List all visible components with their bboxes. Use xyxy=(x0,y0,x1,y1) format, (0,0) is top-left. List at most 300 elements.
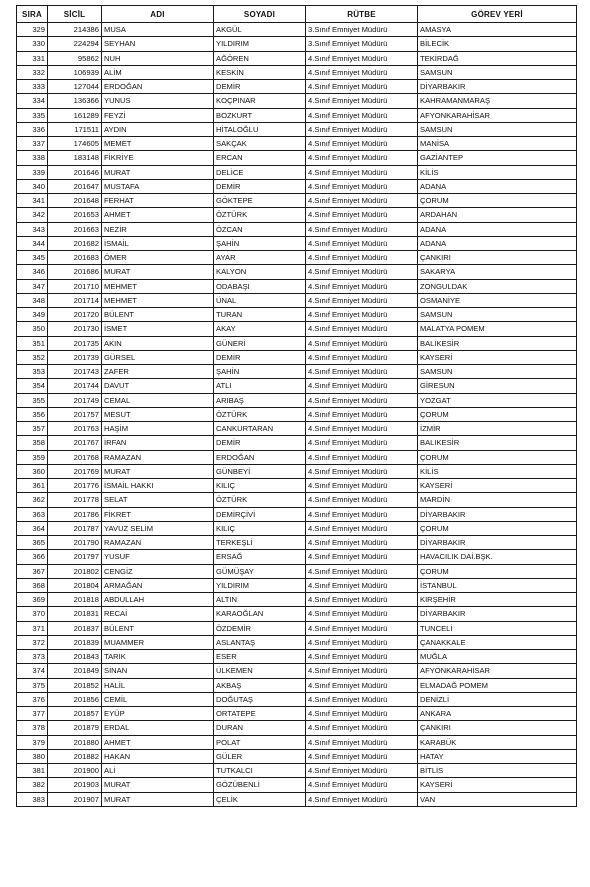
cell-adi: MUSA xyxy=(102,23,214,37)
cell-sicil: 201739 xyxy=(48,350,102,364)
cell-sira: 381 xyxy=(17,764,48,778)
cell-sicil: 201802 xyxy=(48,564,102,578)
cell-sira: 371 xyxy=(17,621,48,635)
cell-gorev-yeri: KAYSERİ xyxy=(418,479,577,493)
cell-adi: MEHMET xyxy=(102,279,214,293)
cell-sira: 356 xyxy=(17,407,48,421)
cell-sira: 344 xyxy=(17,236,48,250)
table-row xyxy=(17,108,577,122)
table-row xyxy=(17,251,577,265)
cell-sicil: 201880 xyxy=(48,735,102,749)
cell-adi: TARIK xyxy=(102,650,214,664)
cell-sicil: 201831 xyxy=(48,607,102,621)
cell-gorev-yeri: MALATYA POMEM xyxy=(418,322,577,336)
table-row xyxy=(17,664,577,678)
cell-gorev-yeri: DİYARBAKIR xyxy=(418,507,577,521)
table-row xyxy=(17,493,577,507)
cell-sicil: 201849 xyxy=(48,664,102,678)
cell-rutbe: 4.Sınıf Emniyet Müdürü xyxy=(306,293,418,307)
cell-rutbe: 4.Sınıf Emniyet Müdürü xyxy=(306,393,418,407)
header-soyadi: SOYADI xyxy=(214,6,306,23)
cell-adi: AKIN xyxy=(102,336,214,350)
cell-rutbe: 4.Sınıf Emniyet Müdürü xyxy=(306,536,418,550)
table-row xyxy=(17,521,577,535)
cell-sira: 367 xyxy=(17,564,48,578)
cell-soyadi: CANKURTARAN xyxy=(214,422,306,436)
cell-rutbe: 4.Sınıf Emniyet Müdürü xyxy=(306,165,418,179)
cell-soyadi: ESER xyxy=(214,650,306,664)
cell-rutbe: 4.Sınıf Emniyet Müdürü xyxy=(306,607,418,621)
cell-rutbe: 4.Sınıf Emniyet Müdürü xyxy=(306,65,418,79)
cell-soyadi: KALYON xyxy=(214,265,306,279)
cell-sicil: 201743 xyxy=(48,365,102,379)
table-row xyxy=(17,450,577,464)
cell-sicil: 201879 xyxy=(48,721,102,735)
cell-sira: 340 xyxy=(17,179,48,193)
table-row xyxy=(17,322,577,336)
cell-gorev-yeri: ZONGULDAK xyxy=(418,279,577,293)
cell-rutbe: 4.Sınıf Emniyet Müdürü xyxy=(306,251,418,265)
cell-rutbe: 4.Sınıf Emniyet Müdürü xyxy=(306,80,418,94)
cell-rutbe: 4.Sınıf Emniyet Müdürü xyxy=(306,137,418,151)
table-row xyxy=(17,792,577,806)
cell-sicil: 95862 xyxy=(48,51,102,65)
cell-adi: İRFAN xyxy=(102,436,214,450)
cell-sicil: 201744 xyxy=(48,379,102,393)
cell-rutbe: 4.Sınıf Emniyet Müdürü xyxy=(306,151,418,165)
cell-gorev-yeri: KAYSERİ xyxy=(418,350,577,364)
cell-sira: 373 xyxy=(17,650,48,664)
cell-sira: 338 xyxy=(17,151,48,165)
cell-sira: 357 xyxy=(17,422,48,436)
cell-rutbe: 4.Sınıf Emniyet Müdürü xyxy=(306,479,418,493)
cell-soyadi: ÖZTÜRK xyxy=(214,407,306,421)
table-row xyxy=(17,621,577,635)
cell-adi: EYÜP xyxy=(102,707,214,721)
cell-gorev-yeri: SAKARYA xyxy=(418,265,577,279)
cell-sira: 329 xyxy=(17,23,48,37)
cell-adi: GÜRSEL xyxy=(102,350,214,364)
cell-gorev-yeri: DİYARBAKIR xyxy=(418,536,577,550)
header-row xyxy=(17,6,577,23)
cell-soyadi: GÜNERİ xyxy=(214,336,306,350)
cell-rutbe: 4.Sınıf Emniyet Müdürü xyxy=(306,322,418,336)
cell-sira: 335 xyxy=(17,108,48,122)
cell-sicil: 201852 xyxy=(48,678,102,692)
cell-sira: 354 xyxy=(17,379,48,393)
cell-gorev-yeri: AMASYA xyxy=(418,23,577,37)
cell-sicil: 201720 xyxy=(48,308,102,322)
cell-rutbe: 4.Sınıf Emniyet Müdürü xyxy=(306,749,418,763)
cell-adi: ZAFER xyxy=(102,365,214,379)
cell-sira: 330 xyxy=(17,37,48,51)
cell-rutbe: 4.Sınıf Emniyet Müdürü xyxy=(306,778,418,792)
cell-sira: 375 xyxy=(17,678,48,692)
cell-adi: RAMAZAN xyxy=(102,536,214,550)
cell-sira: 336 xyxy=(17,122,48,136)
personnel-list xyxy=(16,5,577,807)
cell-sira: 332 xyxy=(17,65,48,79)
table-body xyxy=(17,23,577,807)
table-row xyxy=(17,236,577,250)
cell-sicil: 201646 xyxy=(48,165,102,179)
cell-soyadi: GÜMÜŞAY xyxy=(214,564,306,578)
cell-gorev-yeri: BALIKESİR xyxy=(418,336,577,350)
table-row xyxy=(17,479,577,493)
cell-sira: 341 xyxy=(17,194,48,208)
cell-gorev-yeri: AFYONKARAHİSAR xyxy=(418,664,577,678)
cell-rutbe: 4.Sınıf Emniyet Müdürü xyxy=(306,350,418,364)
cell-soyadi: ÜNAL xyxy=(214,293,306,307)
cell-gorev-yeri: ADANA xyxy=(418,236,577,250)
cell-soyadi: YILDIRIM xyxy=(214,37,306,51)
cell-sicil: 201683 xyxy=(48,251,102,265)
cell-sira: 377 xyxy=(17,707,48,721)
cell-gorev-yeri: VAN xyxy=(418,792,577,806)
cell-soyadi: DURAN xyxy=(214,721,306,735)
cell-sira: 353 xyxy=(17,365,48,379)
cell-sicil: 214386 xyxy=(48,23,102,37)
cell-sira: 360 xyxy=(17,464,48,478)
cell-soyadi: AĞÖREN xyxy=(214,51,306,65)
cell-adi: İSMET xyxy=(102,322,214,336)
table-row xyxy=(17,165,577,179)
cell-soyadi: GÜLER xyxy=(214,749,306,763)
table-row xyxy=(17,764,577,778)
cell-gorev-yeri: BİTLİS xyxy=(418,764,577,778)
table-row xyxy=(17,137,577,151)
cell-sicil: 201648 xyxy=(48,194,102,208)
table-row xyxy=(17,365,577,379)
cell-adi: İSMAİL HAKKI xyxy=(102,479,214,493)
cell-soyadi: ORTATEPE xyxy=(214,707,306,721)
cell-rutbe: 4.Sınıf Emniyet Müdürü xyxy=(306,564,418,578)
cell-sira: 343 xyxy=(17,222,48,236)
cell-adi: ALİ xyxy=(102,764,214,778)
cell-gorev-yeri: ANKARA xyxy=(418,707,577,721)
cell-sicil: 201763 xyxy=(48,422,102,436)
cell-adi: MURAT xyxy=(102,464,214,478)
cell-gorev-yeri: GİRESUN xyxy=(418,379,577,393)
cell-soyadi: AKGÜL xyxy=(214,23,306,37)
cell-sicil: 201903 xyxy=(48,778,102,792)
cell-adi: MURAT xyxy=(102,792,214,806)
cell-gorev-yeri: TEKİRDAĞ xyxy=(418,51,577,65)
cell-gorev-yeri: İZMİR xyxy=(418,422,577,436)
cell-sicil: 201900 xyxy=(48,764,102,778)
cell-sira: 372 xyxy=(17,635,48,649)
cell-adi: NEZİR xyxy=(102,222,214,236)
cell-sira: 337 xyxy=(17,137,48,151)
cell-adi: MURAT xyxy=(102,778,214,792)
cell-rutbe: 4.Sınıf Emniyet Müdürü xyxy=(306,678,418,692)
table-row xyxy=(17,208,577,222)
cell-soyadi: GÜNBEYİ xyxy=(214,464,306,478)
cell-sira: 365 xyxy=(17,536,48,550)
table-row xyxy=(17,678,577,692)
cell-gorev-yeri: KAYSERİ xyxy=(418,778,577,792)
cell-sicil: 201818 xyxy=(48,593,102,607)
cell-adi: ABDULLAH xyxy=(102,593,214,607)
cell-rutbe: 4.Sınıf Emniyet Müdürü xyxy=(306,792,418,806)
cell-rutbe: 4.Sınıf Emniyet Müdürü xyxy=(306,578,418,592)
table-row xyxy=(17,707,577,721)
cell-soyadi: ERCAN xyxy=(214,151,306,165)
cell-soyadi: GÖKTEPE xyxy=(214,194,306,208)
cell-adi: HAŞİM xyxy=(102,422,214,436)
cell-soyadi: SAKÇAK xyxy=(214,137,306,151)
table-row xyxy=(17,436,577,450)
table-row xyxy=(17,308,577,322)
cell-gorev-yeri: ÇANKIRI xyxy=(418,721,577,735)
table-row xyxy=(17,564,577,578)
cell-gorev-yeri: TUNCELİ xyxy=(418,621,577,635)
table-row xyxy=(17,778,577,792)
table-row xyxy=(17,265,577,279)
cell-soyadi: KILIÇ xyxy=(214,521,306,535)
cell-rutbe: 4.Sınıf Emniyet Müdürü xyxy=(306,236,418,250)
cell-sira: 363 xyxy=(17,507,48,521)
cell-adi: MURAT xyxy=(102,265,214,279)
cell-adi: YUNUS xyxy=(102,94,214,108)
cell-sicil: 136366 xyxy=(48,94,102,108)
cell-sicil: 201710 xyxy=(48,279,102,293)
cell-rutbe: 4.Sınıf Emniyet Müdürü xyxy=(306,692,418,706)
cell-sira: 345 xyxy=(17,251,48,265)
cell-sira: 361 xyxy=(17,479,48,493)
cell-rutbe: 3.Sınıf Emniyet Müdürü xyxy=(306,37,418,51)
cell-sicil: 201735 xyxy=(48,336,102,350)
cell-rutbe: 4.Sınıf Emniyet Müdürü xyxy=(306,621,418,635)
table-row xyxy=(17,550,577,564)
table-row xyxy=(17,151,577,165)
table-row xyxy=(17,379,577,393)
table-row xyxy=(17,65,577,79)
cell-sira: 379 xyxy=(17,735,48,749)
cell-gorev-yeri: YOZGAT xyxy=(418,393,577,407)
cell-sicil: 106939 xyxy=(48,65,102,79)
cell-rutbe: 4.Sınıf Emniyet Müdürü xyxy=(306,593,418,607)
cell-soyadi: DOĞUTAŞ xyxy=(214,692,306,706)
table-row xyxy=(17,464,577,478)
cell-adi: ARMAĞAN xyxy=(102,578,214,592)
cell-gorev-yeri: DİYARBAKIR xyxy=(418,607,577,621)
table-row xyxy=(17,607,577,621)
table-row xyxy=(17,336,577,350)
cell-sicil: 161289 xyxy=(48,108,102,122)
cell-gorev-yeri: DİYARBAKIR xyxy=(418,80,577,94)
cell-gorev-yeri: ARDAHAN xyxy=(418,208,577,222)
cell-adi: ERDAL xyxy=(102,721,214,735)
cell-adi: ERDOĞAN xyxy=(102,80,214,94)
cell-sicil: 201730 xyxy=(48,322,102,336)
cell-sicil: 201857 xyxy=(48,707,102,721)
cell-sira: 342 xyxy=(17,208,48,222)
cell-sira: 333 xyxy=(17,80,48,94)
cell-soyadi: HİTALOĞLU xyxy=(214,122,306,136)
cell-soyadi: GÖZÜBENLİ xyxy=(214,778,306,792)
cell-soyadi: ÜLKEMEN xyxy=(214,664,306,678)
cell-gorev-yeri: MARDİN xyxy=(418,493,577,507)
cell-sicil: 201757 xyxy=(48,407,102,421)
cell-adi: YUSUF xyxy=(102,550,214,564)
cell-adi: MURAT xyxy=(102,165,214,179)
cell-sira: 380 xyxy=(17,749,48,763)
cell-sicil: 201767 xyxy=(48,436,102,450)
cell-gorev-yeri: KİLİS xyxy=(418,165,577,179)
cell-sira: 347 xyxy=(17,279,48,293)
cell-sicil: 171511 xyxy=(48,122,102,136)
cell-gorev-yeri: KAHRAMANMARAŞ xyxy=(418,94,577,108)
table-row xyxy=(17,94,577,108)
personnel-table xyxy=(16,5,577,807)
cell-gorev-yeri: BİLECİK xyxy=(418,37,577,51)
cell-sicil: 224294 xyxy=(48,37,102,51)
cell-gorev-yeri: AFYONKARAHİSAR xyxy=(418,108,577,122)
cell-rutbe: 4.Sınıf Emniyet Müdürü xyxy=(306,365,418,379)
cell-soyadi: ATLI xyxy=(214,379,306,393)
cell-gorev-yeri: ÇORUM xyxy=(418,407,577,421)
cell-adi: AHMET xyxy=(102,208,214,222)
cell-adi: ÖMER xyxy=(102,251,214,265)
cell-sicil: 127044 xyxy=(48,80,102,94)
cell-rutbe: 4.Sınıf Emniyet Müdürü xyxy=(306,279,418,293)
cell-soyadi: DEMİR xyxy=(214,179,306,193)
cell-soyadi: ÖZTÜRK xyxy=(214,493,306,507)
cell-soyadi: ASLANTAŞ xyxy=(214,635,306,649)
cell-soyadi: DEMİR xyxy=(214,80,306,94)
cell-adi: AYDIN xyxy=(102,122,214,136)
table-row xyxy=(17,23,577,37)
cell-gorev-yeri: KİLİS xyxy=(418,464,577,478)
cell-soyadi: ÇELİK xyxy=(214,792,306,806)
cell-adi: ALİM xyxy=(102,65,214,79)
cell-rutbe: 4.Sınıf Emniyet Müdürü xyxy=(306,450,418,464)
cell-soyadi: KARAOĞLAN xyxy=(214,607,306,621)
cell-sira: 334 xyxy=(17,94,48,108)
cell-adi: MUSTAFA xyxy=(102,179,214,193)
cell-sicil: 201856 xyxy=(48,692,102,706)
cell-sicil: 201768 xyxy=(48,450,102,464)
cell-rutbe: 4.Sınıf Emniyet Müdürü xyxy=(306,422,418,436)
cell-sira: 348 xyxy=(17,293,48,307)
cell-adi: SİNAN xyxy=(102,664,214,678)
header-rutbe: RÜTBE xyxy=(306,6,418,23)
cell-adi: MEMET xyxy=(102,137,214,151)
cell-sira: 339 xyxy=(17,165,48,179)
cell-adi: CEMAL xyxy=(102,393,214,407)
cell-adi: İSMAİL xyxy=(102,236,214,250)
cell-gorev-yeri: ADANA xyxy=(418,179,577,193)
cell-sicil: 201769 xyxy=(48,464,102,478)
table-row xyxy=(17,536,577,550)
cell-rutbe: 4.Sınıf Emniyet Müdürü xyxy=(306,208,418,222)
table-row xyxy=(17,422,577,436)
cell-soyadi: AYAR xyxy=(214,251,306,265)
cell-sira: 362 xyxy=(17,493,48,507)
cell-sicil: 201797 xyxy=(48,550,102,564)
cell-gorev-yeri: MUĞLA xyxy=(418,650,577,664)
table-row xyxy=(17,735,577,749)
cell-gorev-yeri: OSMANİYE xyxy=(418,293,577,307)
cell-sira: 376 xyxy=(17,692,48,706)
cell-rutbe: 4.Sınıf Emniyet Müdürü xyxy=(306,179,418,193)
cell-rutbe: 4.Sınıf Emniyet Müdürü xyxy=(306,493,418,507)
cell-sira: 383 xyxy=(17,792,48,806)
cell-soyadi: AKBAŞ xyxy=(214,678,306,692)
cell-sicil: 201682 xyxy=(48,236,102,250)
header-sira: SIRA xyxy=(17,6,48,23)
cell-rutbe: 4.Sınıf Emniyet Müdürü xyxy=(306,721,418,735)
table-row xyxy=(17,279,577,293)
table-row xyxy=(17,37,577,51)
cell-sicil: 201653 xyxy=(48,208,102,222)
cell-gorev-yeri: SAMSUN xyxy=(418,308,577,322)
table-row xyxy=(17,650,577,664)
cell-soyadi: KOÇPINAR xyxy=(214,94,306,108)
cell-sicil: 201837 xyxy=(48,621,102,635)
cell-rutbe: 4.Sınıf Emniyet Müdürü xyxy=(306,436,418,450)
cell-sicil: 201907 xyxy=(48,792,102,806)
cell-gorev-yeri: SAMSUN xyxy=(418,365,577,379)
cell-soyadi: TUTKALCI xyxy=(214,764,306,778)
cell-gorev-yeri: ADANA xyxy=(418,222,577,236)
cell-sira: 352 xyxy=(17,350,48,364)
table-row xyxy=(17,194,577,208)
cell-soyadi: ERSAĞ xyxy=(214,550,306,564)
cell-soyadi: ERDOĞAN xyxy=(214,450,306,464)
cell-rutbe: 4.Sınıf Emniyet Müdürü xyxy=(306,407,418,421)
table-row xyxy=(17,507,577,521)
cell-sicil: 201882 xyxy=(48,749,102,763)
cell-soyadi: POLAT xyxy=(214,735,306,749)
cell-adi: HALİL xyxy=(102,678,214,692)
cell-adi: MEHMET xyxy=(102,293,214,307)
cell-sira: 382 xyxy=(17,778,48,792)
cell-sicil: 201686 xyxy=(48,265,102,279)
cell-sira: 355 xyxy=(17,393,48,407)
cell-soyadi: BOZKURT xyxy=(214,108,306,122)
header-adi: ADI xyxy=(102,6,214,23)
cell-gorev-yeri: ÇORUM xyxy=(418,450,577,464)
cell-soyadi: DEMİRÇİVİ xyxy=(214,507,306,521)
cell-sira: 331 xyxy=(17,51,48,65)
cell-soyadi: ÖZTÜRK xyxy=(214,208,306,222)
cell-soyadi: ODABAŞI xyxy=(214,279,306,293)
cell-sicil: 201663 xyxy=(48,222,102,236)
cell-adi: NUH xyxy=(102,51,214,65)
cell-adi: FİKRİYE xyxy=(102,151,214,165)
cell-adi: BÜLENT xyxy=(102,621,214,635)
cell-adi: MESUT xyxy=(102,407,214,421)
cell-adi: FİKRET xyxy=(102,507,214,521)
table-row xyxy=(17,293,577,307)
cell-sira: 374 xyxy=(17,664,48,678)
cell-gorev-yeri: GAZİANTEP xyxy=(418,151,577,165)
cell-rutbe: 3.Sınıf Emniyet Müdürü xyxy=(306,23,418,37)
table-row xyxy=(17,593,577,607)
cell-sicil: 201776 xyxy=(48,479,102,493)
cell-rutbe: 4.Sınıf Emniyet Müdürü xyxy=(306,521,418,535)
cell-sira: 370 xyxy=(17,607,48,621)
cell-rutbe: 4.Sınıf Emniyet Müdürü xyxy=(306,265,418,279)
cell-soyadi: ÖZDEMİR xyxy=(214,621,306,635)
cell-gorev-yeri: MANİSA xyxy=(418,137,577,151)
cell-soyadi: YILDIRIM xyxy=(214,578,306,592)
cell-gorev-yeri: DENİZLİ xyxy=(418,692,577,706)
cell-sira: 378 xyxy=(17,721,48,735)
header-sicil: SİCİL xyxy=(48,6,102,23)
